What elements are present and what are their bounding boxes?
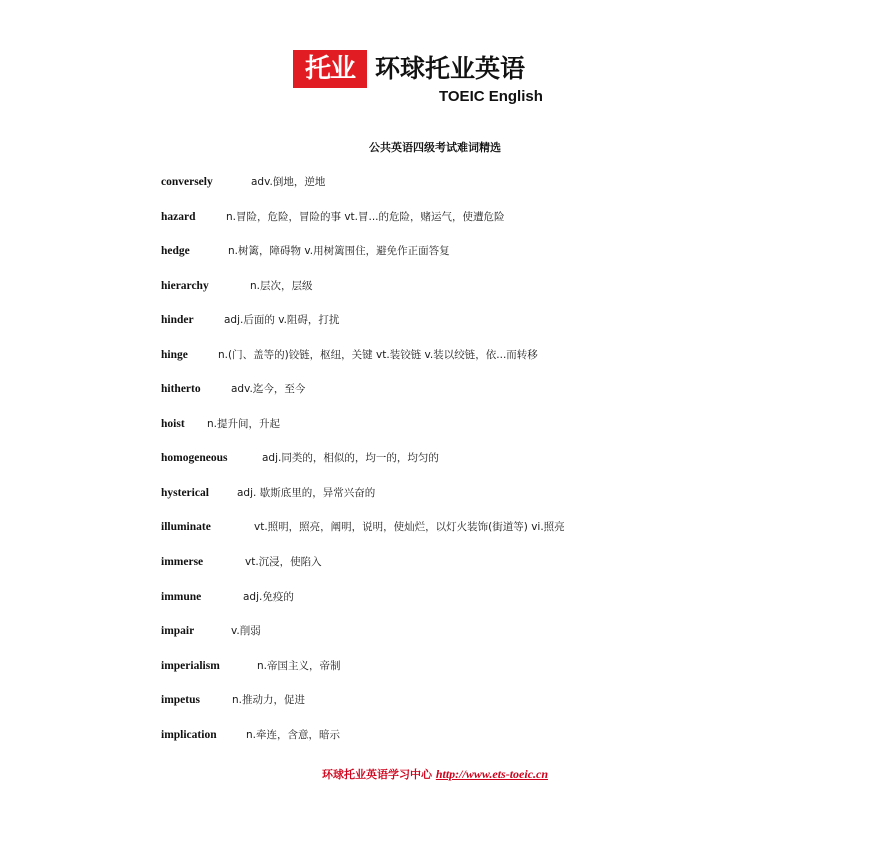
vocab-entry — [161, 381, 721, 416]
footer-link[interactable]: http://www.ets-toeic.cn — [435, 767, 549, 781]
vocab-definition: adv.迄今，至今 — [231, 383, 306, 396]
logo-badge: 托业 — [293, 50, 367, 88]
vocab-word: conversely — [161, 176, 213, 188]
vocab-definition: adj.后面的 v.阻碍，打扰 — [224, 314, 340, 327]
vocab-definition: n.冒险，危险，冒险的事 vt.冒...的危险，赌运气，使遭危险 — [226, 210, 505, 223]
vocab-definition: n.树篱，障碍物 v.用树篱围住，避免作正面答复 — [228, 245, 450, 258]
vocab-word: immerse — [161, 556, 204, 569]
vocab-word: imperialism — [161, 659, 220, 672]
vocab-definition: n.推动力，促进 — [232, 694, 305, 707]
vocab-definition: n.提升间，升起 — [207, 417, 280, 430]
vocab-definition: n.牵连，含意，暗示 — [246, 728, 340, 741]
vocab-definition: adj.免疫的 — [243, 590, 294, 603]
vocab-word: immune — [161, 590, 202, 603]
vocab-definition: adv.倒地，逆地 — [251, 176, 326, 188]
vocab-entry — [161, 174, 721, 209]
vocab-word: impair — [161, 625, 195, 638]
vocab-word: hinder — [161, 314, 194, 327]
vocab-word: hitherto — [161, 383, 201, 396]
vocab-entry — [161, 416, 721, 451]
vocab-entry — [161, 554, 721, 589]
vocab-definition: n.(门、盖等的)铰链，枢纽，关键 vt.装铰链 v.装以绞链，依...而转移 — [218, 348, 538, 361]
vocab-word: hierarchy — [161, 279, 209, 292]
vocab-entry — [161, 519, 721, 554]
vocab-definition: v.削弱 — [231, 625, 261, 638]
vocab-word: implication — [161, 728, 217, 741]
vocab-entry — [161, 243, 721, 278]
vocab-word: impetus — [161, 694, 200, 707]
vocab-entry — [161, 209, 721, 244]
vocab-entry — [161, 727, 721, 762]
footer — [0, 766, 870, 783]
logo-subtitle: TOEIC English — [439, 88, 543, 105]
vocab-word: hedge — [161, 245, 190, 258]
vocab-entry — [161, 658, 721, 693]
vocab-entry — [161, 623, 721, 658]
vocab-word: hysterical — [161, 486, 209, 499]
logo-brand-name: 环球托业英语 — [375, 54, 526, 83]
vocabulary-list — [161, 174, 721, 761]
document-title: 公共英语四级考试难词精选 — [369, 141, 501, 154]
vocab-entry — [161, 589, 721, 624]
vocab-word: illuminate — [161, 521, 211, 534]
vocab-entry — [161, 692, 721, 727]
vocab-entry — [161, 312, 721, 347]
vocab-definition: n.层次，层级 — [250, 279, 313, 292]
vocab-word: hinge — [161, 348, 188, 361]
vocab-entry — [161, 450, 721, 485]
vocab-entry — [161, 347, 721, 382]
vocab-definition: vt.沉浸，使陷入 — [245, 556, 322, 569]
vocab-definition: vt.照明，照亮，阐明，说明，使灿烂，以灯火装饰(街道等) vi.照亮 — [254, 521, 565, 534]
vocab-entry — [161, 278, 721, 313]
vocab-word: hoist — [161, 417, 185, 430]
footer-text: 环球托业英语学习中心 — [321, 768, 436, 781]
brand-logo — [293, 50, 583, 110]
vocab-definition: adj.同类的，相似的，均一的，均匀的 — [262, 452, 439, 465]
vocab-definition: n.帝国主义，帝制 — [257, 659, 341, 672]
vocab-entry — [161, 485, 721, 520]
vocab-word: hazard — [161, 210, 196, 223]
vocab-word: homogeneous — [161, 452, 228, 465]
vocab-definition: adj. 歇斯底里的，异常兴奋的 — [237, 486, 376, 499]
